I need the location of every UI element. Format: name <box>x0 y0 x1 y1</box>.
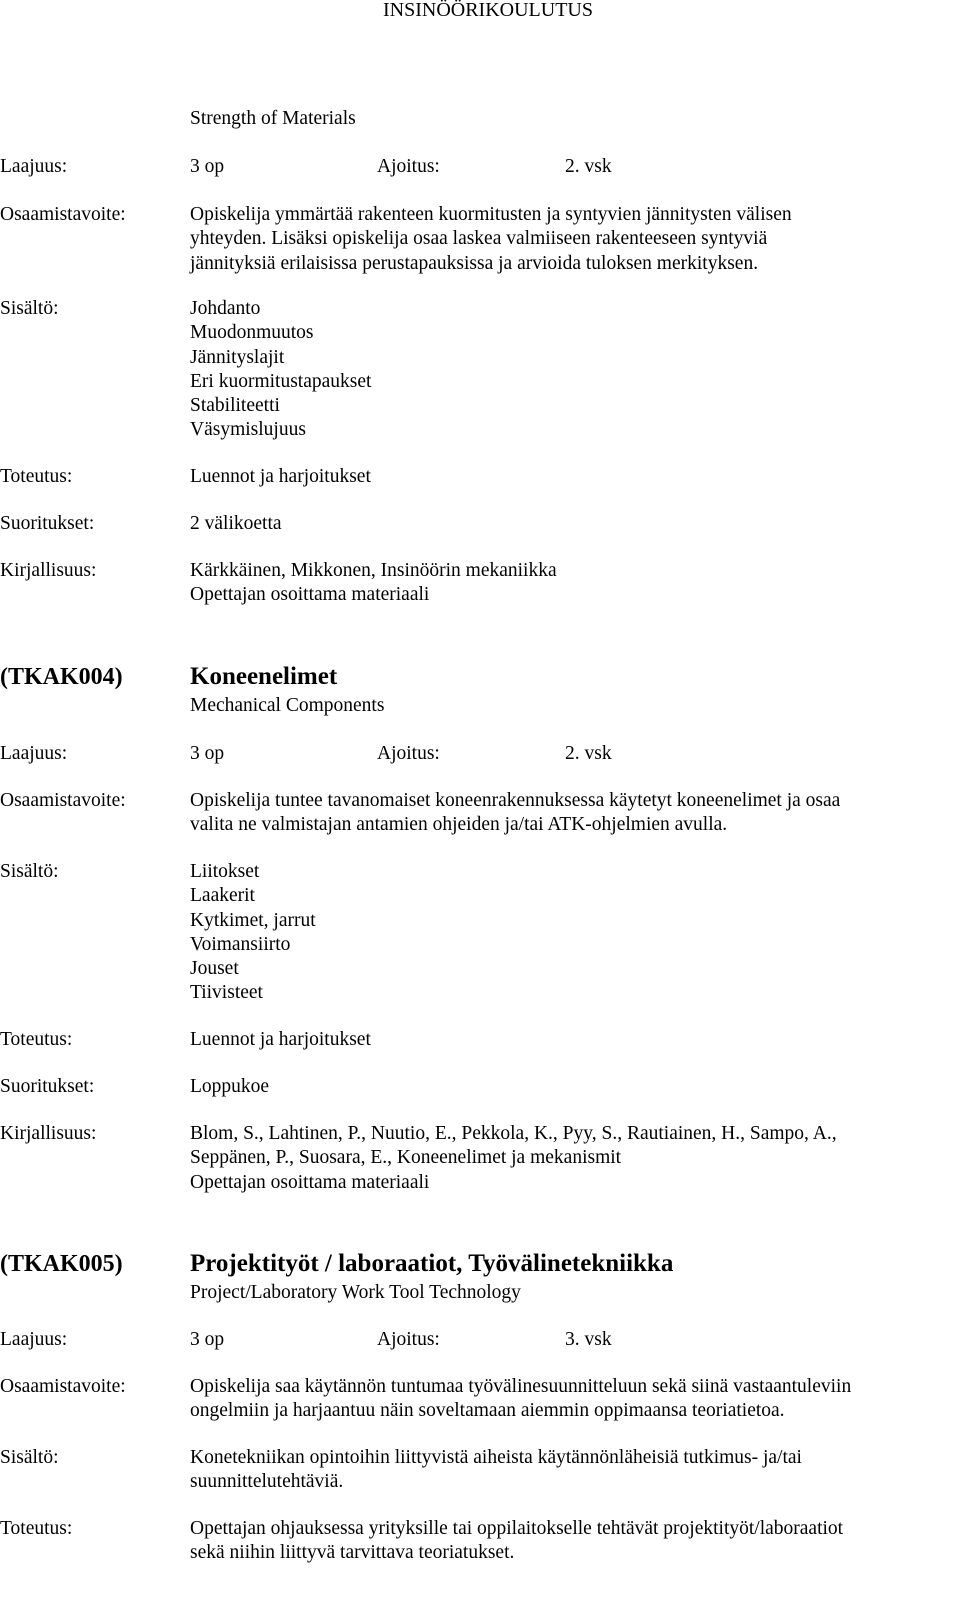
text-line: suunnittelutehtäviä. <box>190 1471 344 1493</box>
list-item: Opettajan osoittama materiaali <box>190 584 430 606</box>
course3-osaamistavoite-label: Osaamistavoite: <box>0 1376 126 1397</box>
course2-kirjallisuus-list <box>190 1122 837 1195</box>
course3-sisalto-label: Sisältö: <box>0 1447 59 1468</box>
course3-code: (TKAK005) <box>0 1251 123 1277</box>
text-line: yhteyden. Lisäksi opiskelija osaa laskea valmiiseen rakenteeseen syntyviä <box>190 228 768 250</box>
list-item: Liitokset <box>190 861 260 882</box>
course1-osaamistavoite-text <box>190 203 792 276</box>
course2-english-title: Mechanical Components <box>190 695 385 716</box>
course2-osaamistavoite-label: Osaamistavoite: <box>0 790 126 811</box>
list-item: Jouset <box>190 958 239 980</box>
list-item: Muodonmuutos <box>190 322 314 344</box>
course2-suoritukset-value: Loppukoe <box>190 1076 270 1097</box>
course1-suoritukset-value: 2 välikoetta <box>190 513 282 534</box>
list-item: Kärkkäinen, Mikkonen, Insinöörin mekaniikka <box>190 560 557 581</box>
text-line: ongelmiin ja harjaantuu näin soveltamaan aiemmin oppimaansa teoriatietoa. <box>190 1400 785 1422</box>
course3-english-title: Project/Laboratory Work Tool Technology <box>190 1282 521 1303</box>
course2-ajoitus-label: Ajoitus: <box>377 743 440 764</box>
course3-laajuus-value: 3 op <box>190 1329 225 1350</box>
course1-english-title: Strength of Materials <box>190 108 356 129</box>
course3-osaamistavoite-text <box>190 1375 851 1424</box>
course2-laajuus-value: 3 op <box>190 743 225 764</box>
page-header: INSINÖÖRIKOULUTUS <box>383 0 593 21</box>
text-line: Opiskelija tuntee tavanomaiset koneenrakennuksessa käytetyt koneenelimet ja osaa <box>190 790 841 811</box>
course1-ajoitus-label: Ajoitus: <box>377 156 440 177</box>
course3-laajuus-label: Laajuus: <box>0 1329 68 1350</box>
course1-kirjallisuus-list <box>190 559 557 608</box>
text-line: Opiskelija ymmärtää rakenteen kuormitusten ja syntyvien jännitysten välisen <box>190 204 792 225</box>
text-line: jännityksiä erilaisissa perustapauksissa ja arvioida tuloksen merkityksen. <box>190 252 759 274</box>
list-item: Voimansiirto <box>190 933 291 955</box>
course1-laajuus-label: Laajuus: <box>0 156 68 177</box>
list-item: Laakerit <box>190 885 255 907</box>
course3-title: Projektityöt / laboraatiot, Työvälinetekniikka <box>190 1250 674 1277</box>
course3-toteutus-text <box>190 1517 843 1566</box>
course2-ajoitus-value: 2. vsk <box>565 743 612 764</box>
course2-kirjallisuus-label: Kirjallisuus: <box>0 1123 97 1144</box>
course3-toteutus-label: Toteutus: <box>0 1518 73 1539</box>
course1-toteutus-label: Toteutus: <box>0 466 73 487</box>
course1-suoritukset-label: Suoritukset: <box>0 513 95 534</box>
course1-osaamistavoite-label: Osaamistavoite: <box>0 204 126 225</box>
course2-laajuus-label: Laajuus: <box>0 743 68 764</box>
course1-sisalto-label: Sisältö: <box>0 298 59 319</box>
course2-code: (TKAK004) <box>0 664 123 690</box>
list-item: Tiivisteet <box>190 982 263 1004</box>
course2-title: Koneenelimet <box>190 663 338 690</box>
course3-ajoitus-value: 3. vsk <box>565 1329 612 1350</box>
text-line: valita ne valmistajan antamien ohjeiden ja/tai ATK-ohjelmien avulla. <box>190 814 728 836</box>
course1-ajoitus-value: 2. vsk <box>565 156 612 177</box>
text-line: Opettajan ohjauksessa yrityksille tai oppilaitokselle tehtävät projektityöt/laboraatiot <box>190 1518 844 1539</box>
text-line: Konetekniikan opintoihin liittyvistä aiheista käytännönläheisiä tutkimus- ja/tai <box>190 1447 802 1468</box>
course2-sisalto-list <box>190 860 316 1006</box>
list-item: Väsymislujuus <box>190 419 306 441</box>
course3-ajoitus-label: Ajoitus: <box>377 1329 440 1350</box>
text-line: Opiskelija saa käytännön tuntumaa työvälinesuunnitteluun sekä siinä vastaantuleviin <box>190 1376 852 1397</box>
course1-toteutus-value: Luennot ja harjoitukset <box>190 466 371 487</box>
course1-sisalto-list <box>190 297 371 443</box>
course2-toteutus-value: Luennot ja harjoitukset <box>190 1029 371 1050</box>
course1-kirjallisuus-label: Kirjallisuus: <box>0 560 97 581</box>
list-item: Johdanto <box>190 298 261 319</box>
course2-suoritukset-label: Suoritukset: <box>0 1076 95 1097</box>
text-line: sekä niihin liittyvä tarvittava teoriatukset. <box>190 1542 515 1564</box>
course2-toteutus-label: Toteutus: <box>0 1029 73 1050</box>
list-item: Kytkimet, jarrut <box>190 909 316 931</box>
course2-osaamistavoite-text <box>190 789 840 838</box>
list-item: Eri kuormitustapaukset <box>190 370 372 392</box>
list-item: Blom, S., Lahtinen, P., Nuutio, E., Pekkola, K., Pyy, S., Rautiainen, H., Sampo, A., <box>190 1123 837 1144</box>
list-item: Opettajan osoittama materiaali <box>190 1171 430 1193</box>
list-item: Seppänen, P., Suosara, E., Koneenelimet ja mekanismit <box>190 1147 622 1169</box>
course2-sisalto-label: Sisältö: <box>0 861 59 882</box>
course1-laajuus-value: 3 op <box>190 156 225 177</box>
list-item: Jännityslajit <box>190 346 285 368</box>
course3-sisalto-text <box>190 1446 802 1495</box>
list-item: Stabiliteetti <box>190 395 280 417</box>
